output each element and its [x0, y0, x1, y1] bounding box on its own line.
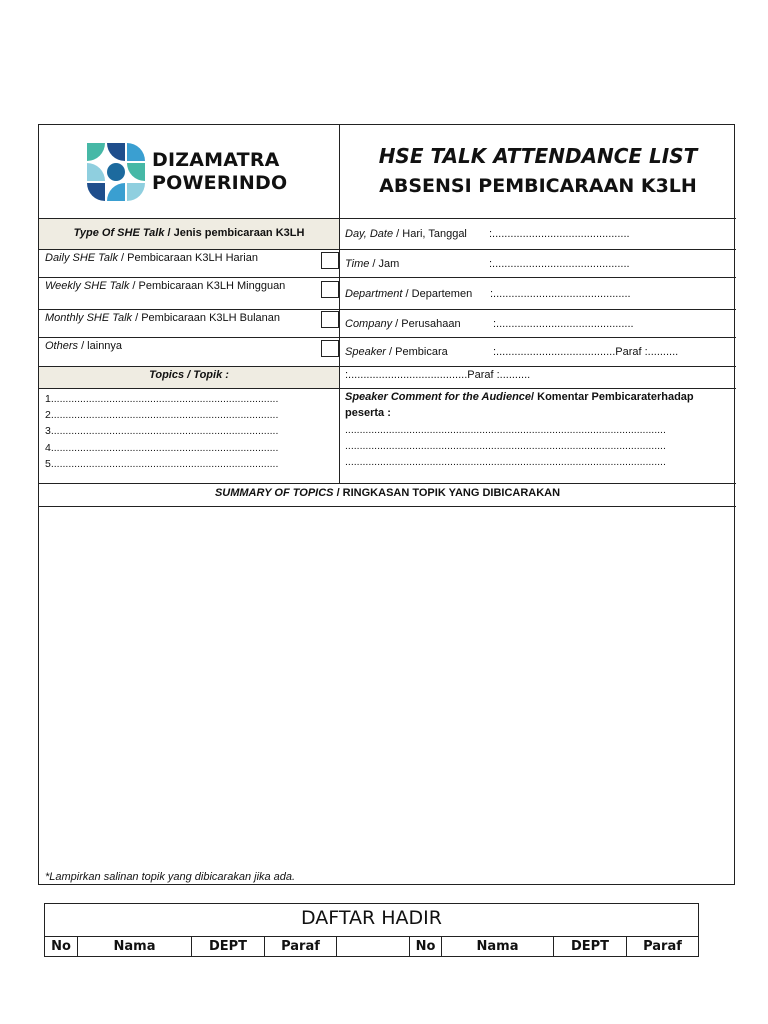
topic-item[interactable]: 2.............................................................................. [45, 409, 279, 422]
talk-type-monthly-checkbox[interactable] [321, 311, 339, 328]
summary-heading: SUMMARY OF TOPICS / RINGKASAN TOPIK YANG DIBICARAKAN [214, 487, 561, 499]
summary-area[interactable] [39, 507, 734, 867]
company-logo-icon [85, 141, 147, 203]
topics-list [45, 391, 278, 472]
comment-line[interactable]: .............................................................................................................. [345, 424, 666, 436]
attendance-header-row [45, 936, 698, 957]
talk-type-others-label: Others / lainnya [45, 340, 123, 352]
topics-paraf-value[interactable]: :.......................................Paraf :.......... [345, 369, 531, 381]
comment-line[interactable]: .............................................................................................................. [345, 440, 666, 453]
company-name [152, 149, 287, 195]
company-name-line2: POWERINDO [152, 172, 288, 194]
field-speaker-label: Speaker / Pembicara [345, 346, 448, 358]
col-paraf-2: Paraf [626, 937, 698, 956]
topic-item[interactable]: 4.............................................................................. [45, 441, 279, 454]
col-nama-2: Nama [441, 937, 553, 956]
attendance-title: DAFTAR HADIR [301, 907, 442, 929]
talk-type-others-checkbox[interactable] [321, 340, 339, 357]
speaker-comment-lines [345, 422, 666, 471]
field-time-value[interactable]: :............................................. [489, 258, 630, 270]
attendance-table [44, 903, 699, 957]
topic-item[interactable]: 5.............................................................................. [45, 457, 279, 470]
field-speaker-value[interactable]: :.......................................Paraf :.......... [493, 346, 679, 358]
col-nama-1: Nama [77, 937, 191, 956]
talk-type-monthly-label: Monthly SHE Talk / Pembicaraan K3LH Bulanan [45, 312, 281, 324]
col-no-2: No [409, 937, 441, 956]
topic-item[interactable]: 3.............................................................................. [45, 425, 279, 438]
col-spacer [336, 937, 409, 956]
form-title-id: ABSENSI PEMBICARAAN K3LH [379, 175, 697, 197]
speaker-comment-label: Speaker Comment for the Audience/ Komentar Pembicaraterhadap [345, 391, 694, 403]
field-department-label: Department / Departemen [345, 288, 473, 300]
summary-footnote: *Lampirkan salinan topik yang dibicarakan jika ada. [45, 871, 296, 883]
topic-item[interactable]: 1.............................................................................. [45, 393, 279, 405]
col-no-1: No [51, 939, 71, 954]
field-company-label: Company / Perusahaan [345, 318, 461, 330]
field-day-date-value[interactable]: :............................................. [489, 228, 630, 240]
talk-type-weekly-checkbox[interactable] [321, 281, 339, 298]
talk-type-weekly-label: Weekly SHE Talk / Pembicaraan K3LH Mingguan [45, 280, 286, 292]
talk-type-heading: Type Of SHE Talk / Jenis pembicaraan K3LH [73, 227, 305, 239]
col-dept-1: DEPT [191, 937, 264, 956]
col-dept-2: DEPT [553, 937, 626, 956]
comment-line[interactable]: .............................................................................................................. [345, 456, 666, 469]
speaker-comment-label-cont: peserta : [345, 407, 391, 419]
field-day-date-label: Day, Date / Hari, Tanggal [345, 228, 467, 240]
talk-type-daily-label: Daily SHE Talk / Pembicaraan K3LH Harian [45, 252, 258, 264]
topics-heading: Topics / Topik : [149, 369, 229, 381]
company-name-line1: DIZAMATRA [152, 149, 280, 171]
field-time-label: Time / Jam [345, 258, 400, 270]
field-company-value[interactable]: :............................................. [493, 318, 634, 330]
form-title-en: HSE TALK ATTENDANCE LIST [378, 144, 698, 168]
field-department-value[interactable]: :............................................. [490, 288, 631, 300]
hse-talk-form [38, 124, 735, 885]
col-paraf-1: Paraf [264, 937, 336, 956]
talk-type-daily-checkbox[interactable] [321, 252, 339, 269]
